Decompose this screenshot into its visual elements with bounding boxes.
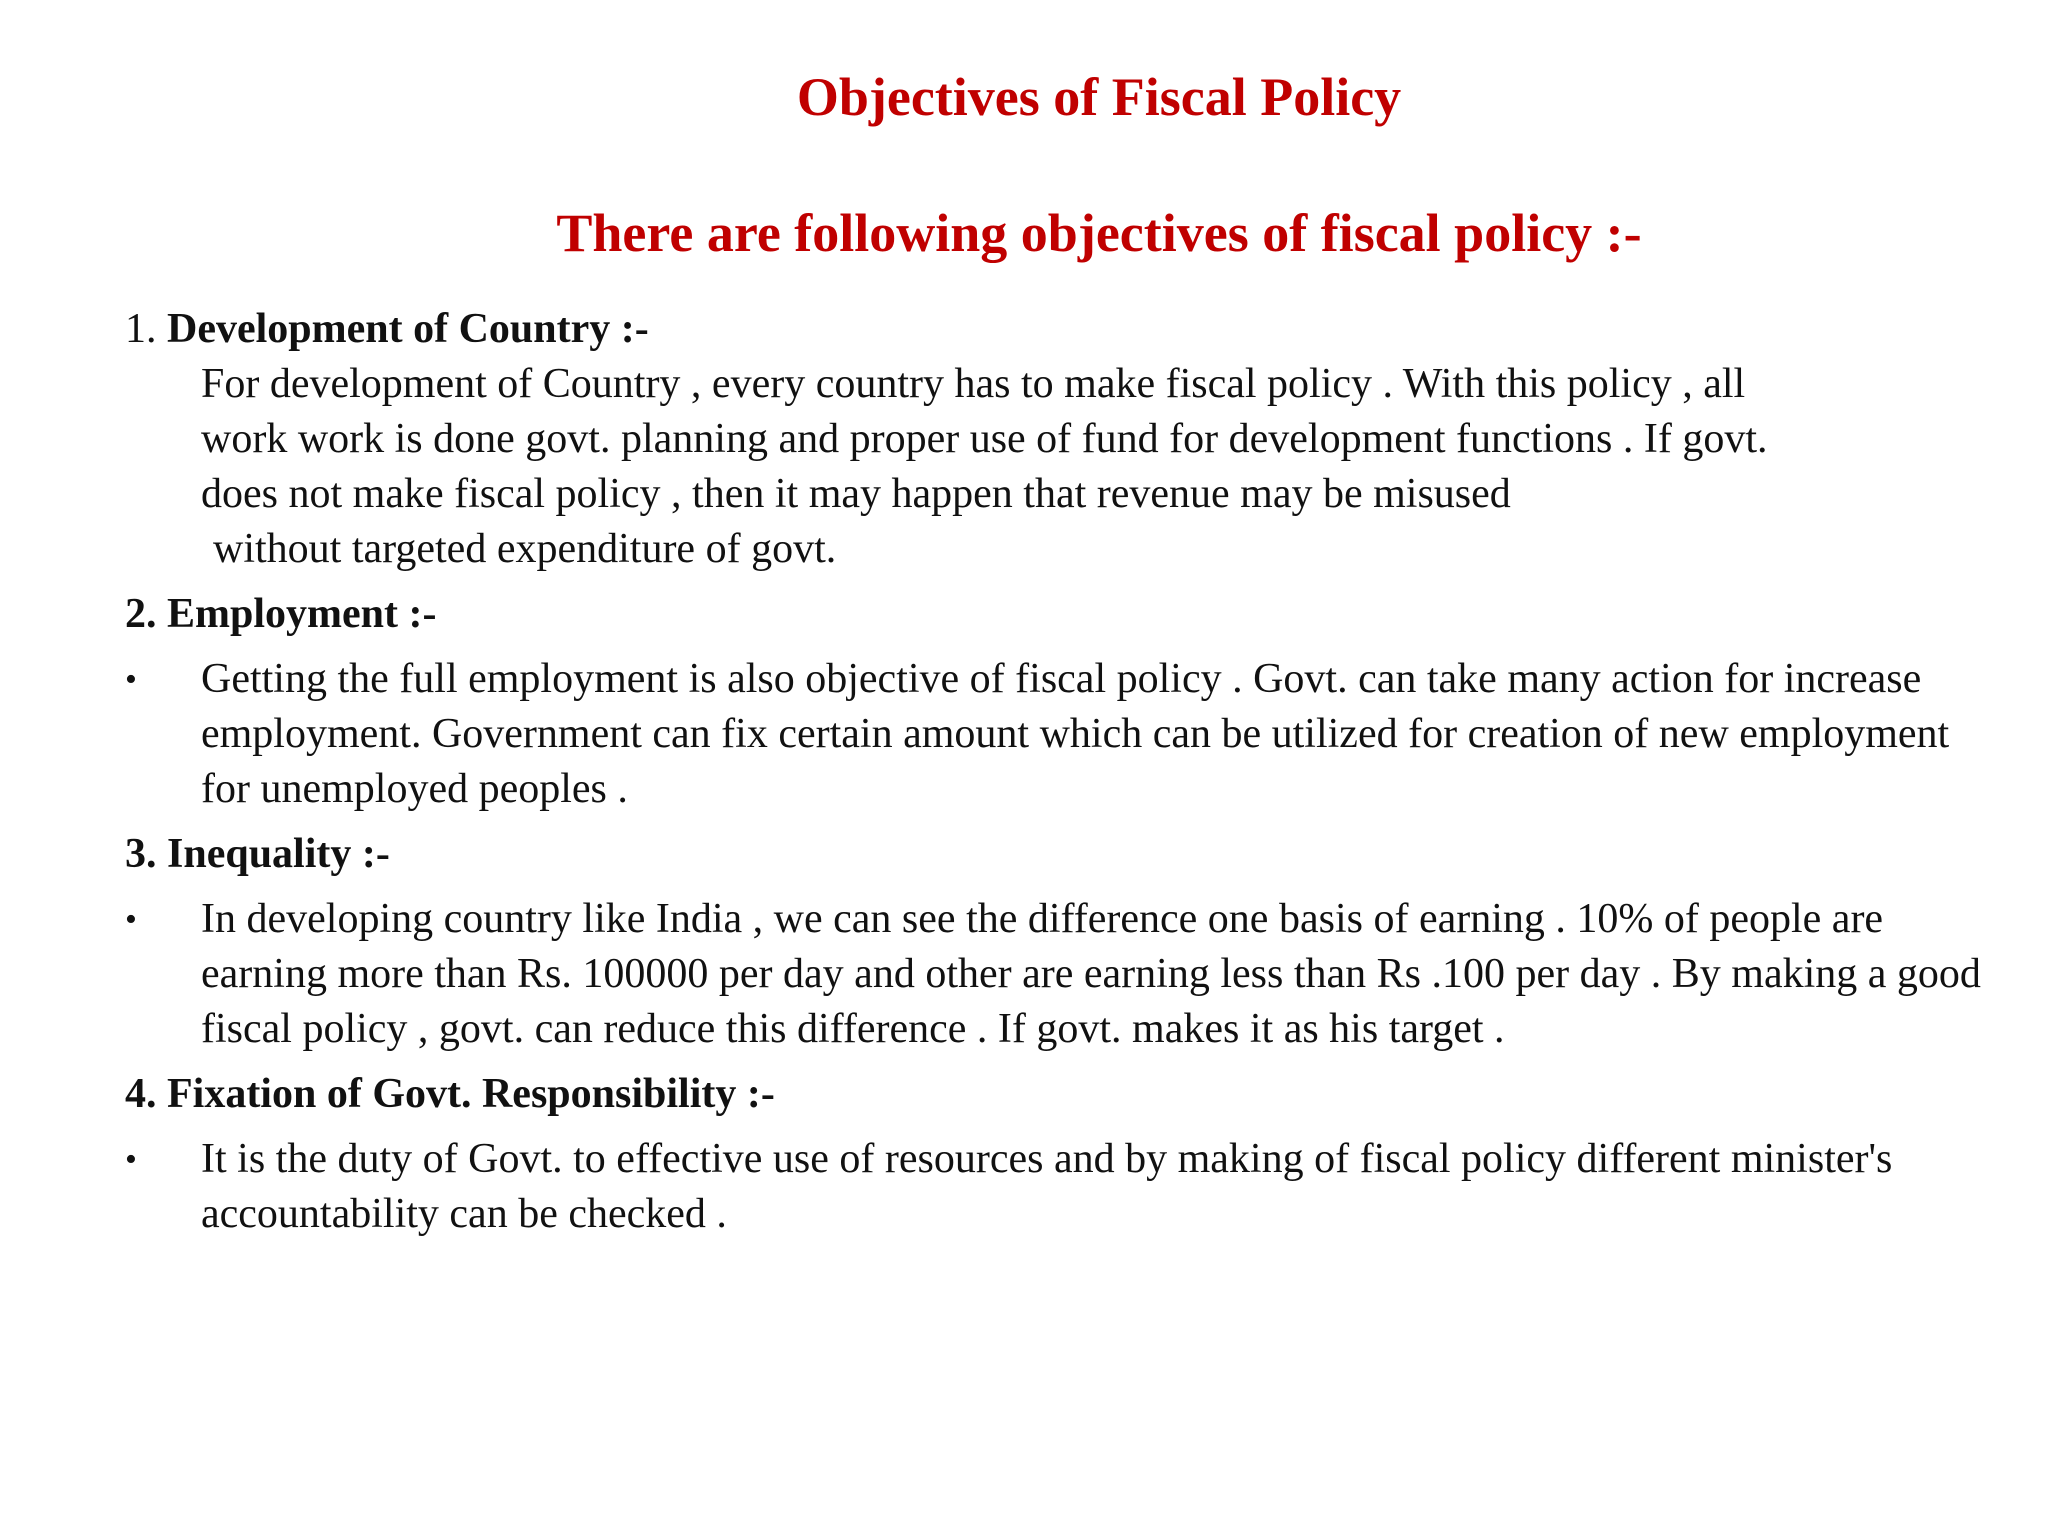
section-heading — [125, 1067, 1985, 1122]
text-line: For development of Country , every country has to make fiscal policy . With this policy , all — [201, 361, 1746, 407]
section-heading — [125, 827, 1985, 882]
bullet-text: Getting the full employment is also objective of fiscal policy . Govt. can take many action for increase employment. Government can fix certain amount which can be utilized for creation of new employment for unemployed peoples . — [201, 656, 1950, 812]
slide-title: Objectives of Fiscal Policy — [796, 67, 1402, 127]
section-title: Employment :- — [167, 591, 437, 637]
section-number: 1. — [125, 306, 157, 352]
section-title: Inequality :- — [167, 831, 390, 877]
section-number: 2. — [125, 591, 157, 637]
objectives-list — [125, 302, 1985, 1252]
bullet-text: In developing country like India , we can see the difference one basis of earning . 10% of people are earning more than Rs. 100000 per day and other are earning less than Rs .100 per day . By making a good fiscal policy , govt. can reduce this difference . If govt. makes it as his target . — [201, 896, 1981, 1052]
section-employment — [125, 587, 1985, 817]
section-title: Fixation of Govt. Responsibility :- — [167, 1071, 775, 1117]
text-line: without targeted expenditure of govt. — [213, 526, 837, 572]
section-heading — [125, 587, 1985, 642]
slide-subtitle: There are following objectives of fiscal policy :- — [556, 203, 1642, 263]
bullet-item — [125, 652, 1985, 817]
section-inequality — [125, 827, 1985, 1057]
section-number: 3. — [125, 831, 157, 877]
bullet-item — [125, 1132, 1985, 1242]
bullet-icon: • — [125, 1141, 137, 1178]
section-title: Development of Country :- — [167, 306, 649, 352]
text-line: does not make fiscal policy , then it may happen that revenue may be misused — [201, 471, 1511, 517]
section-text — [201, 357, 1985, 577]
bullet-icon: • — [125, 901, 137, 938]
section-number: 4. — [125, 1071, 157, 1117]
bullet-text: It is the duty of Govt. to effective use of resources and by making of fiscal policy different minister's accountability can be checked . — [201, 1136, 1893, 1237]
text-line: work work is done govt. planning and proper use of fund for development functions . If govt. — [201, 416, 1768, 462]
bullet-icon: • — [125, 661, 137, 698]
section-heading — [125, 302, 1985, 357]
section-development — [125, 302, 1985, 577]
bullet-item — [125, 892, 1985, 1057]
section-responsibility — [125, 1067, 1985, 1242]
